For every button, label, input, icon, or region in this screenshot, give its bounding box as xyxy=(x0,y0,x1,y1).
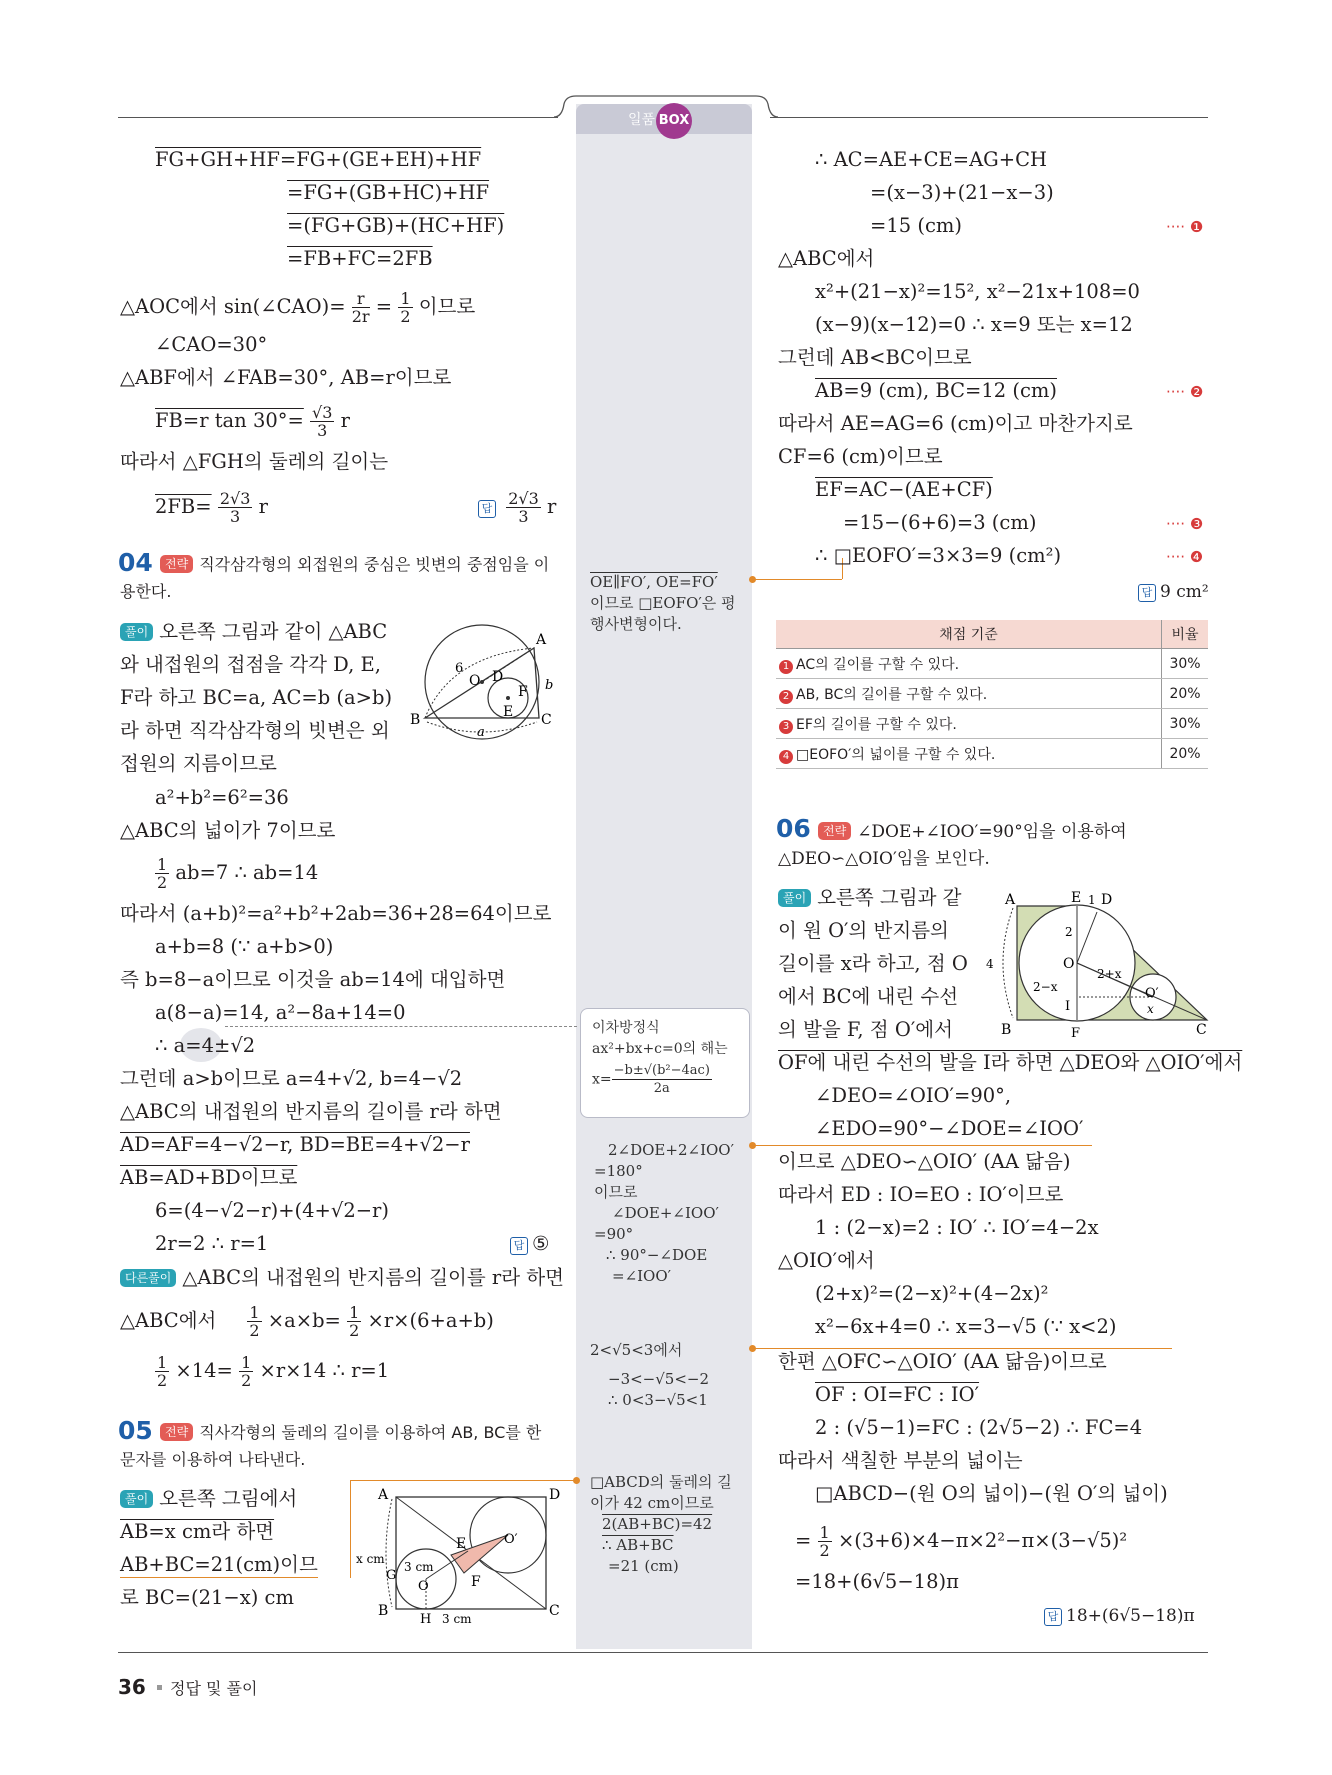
figure-05 xyxy=(356,1485,561,1627)
num: 1 xyxy=(241,1353,252,1372)
r-line-13: ∴ □EOFO′=3×3=9 (cm²) xyxy=(815,544,1062,567)
question-number-05: 05 xyxy=(118,1416,153,1445)
sol06-line-2: 이 원 O′의 반지름의 xyxy=(778,919,949,942)
table-header xyxy=(776,620,1208,649)
alt-line-3 xyxy=(155,1354,389,1389)
fraction xyxy=(247,1304,261,1339)
answer-05 xyxy=(1138,580,1209,604)
ratio-cell: 20% xyxy=(1162,679,1209,709)
label-o: O xyxy=(418,1579,429,1594)
label-h: H xyxy=(420,1612,432,1627)
text: △ABC에서 xyxy=(120,1309,217,1332)
note-line: −3<−√5<−2 xyxy=(608,1370,710,1388)
text: r xyxy=(340,409,350,432)
den: 2 xyxy=(249,1321,260,1340)
num: 1 xyxy=(349,1303,360,1322)
label-c: C xyxy=(541,712,552,728)
label-x: x xyxy=(1147,1002,1154,1016)
r-line-11: EF=AC−(AE+CF) xyxy=(815,478,993,501)
side-arc xyxy=(386,1499,392,1607)
text: ×14= xyxy=(175,1359,233,1382)
den: 3 xyxy=(317,421,328,440)
criteria-text: □EOFO′의 넓이를 구할 수 있다. xyxy=(796,746,996,763)
step-badge: 4 xyxy=(779,750,793,764)
table-row xyxy=(776,679,1208,709)
sol04-line-10: a+b=8 (∵ a+b>0) xyxy=(155,935,334,958)
label-oprime: O′ xyxy=(504,1532,518,1547)
sol05-line-1 xyxy=(120,1487,297,1511)
num: 2√3 xyxy=(508,489,539,508)
answer-icon: 답 xyxy=(1138,584,1156,602)
sol06-line-21: =18+(6√5−18)π xyxy=(795,1570,959,1593)
header-rule-right xyxy=(770,117,1208,118)
num: 1 xyxy=(157,855,168,874)
strategy-tag: 전략 xyxy=(818,822,851,840)
fraction xyxy=(398,290,412,325)
num: √3 xyxy=(312,403,333,422)
sol06-line-5: 의 발을 F, 점 O′에서 xyxy=(778,1018,953,1041)
sol04-line-13: ∴ a=4±√2 xyxy=(155,1034,256,1057)
step-badge: 3 xyxy=(779,720,793,734)
sol06-line-9: 이므로 △DEO∽△OIO′ (AA 닮음) xyxy=(778,1150,1071,1173)
sol04-line-16: AD=AF=4−√2−r, BD=BE=4+√2−r xyxy=(120,1133,470,1156)
answer-icon: 답 xyxy=(510,1237,528,1255)
eq-line-6: ∠CAO=30° xyxy=(155,333,268,356)
text: r xyxy=(546,495,557,518)
criteria-cell xyxy=(776,739,1162,769)
r-line-12: =15−(6+6)=3 (cm) xyxy=(843,511,1037,534)
q04-strategy-2: 용한다. xyxy=(120,582,172,601)
text: 오른쪽 그림과 같 xyxy=(817,886,962,909)
note-parallelogram xyxy=(590,572,736,635)
sol04-line-6: a²+b²=6²=36 xyxy=(155,786,289,809)
q06-strategy xyxy=(818,820,1127,844)
label-a: A xyxy=(378,1487,389,1503)
step-badge: 2 xyxy=(779,690,793,704)
q04-strategy xyxy=(160,553,549,577)
num: 1 xyxy=(157,1353,168,1372)
label-d: D xyxy=(1101,892,1113,908)
fraction xyxy=(310,404,334,439)
eq-line-7: △ABF에서 ∠FAB=30°, AB=r이므로 xyxy=(120,366,452,389)
label-3cm: 3 cm xyxy=(404,1560,434,1574)
q05-strategy-2: 문자를 이용하여 나타낸다. xyxy=(120,1450,306,1469)
sol04-line-18: 6=(4−√2−r)+(4+√2−r) xyxy=(155,1199,389,1222)
sol06-line-18: 따라서 색칠한 부분의 넓이는 xyxy=(778,1449,1023,1472)
sol06-line-20 xyxy=(795,1524,1127,1559)
sol06-line-8: ∠EDO=90°−∠DOE=∠IOO′ xyxy=(815,1117,1084,1140)
q05-strategy xyxy=(160,1421,541,1445)
num: 1 xyxy=(400,289,411,308)
fraction xyxy=(506,490,541,525)
den: 2 xyxy=(400,307,411,326)
ratio-cell: 20% xyxy=(1162,739,1209,769)
label-6: 6 xyxy=(455,661,464,676)
text: 18+(6√5−18)π xyxy=(1066,1606,1195,1626)
label-xcm: x cm xyxy=(356,1552,385,1566)
den: 3 xyxy=(230,507,241,526)
sol06-line-1 xyxy=(778,886,961,910)
label-a: A xyxy=(536,632,547,648)
text: ∠DOE+∠IOO′=90°임을 이용하여 xyxy=(857,822,1127,842)
connector xyxy=(752,579,842,580)
sol06-line-3: 길이를 x라 하고, 점 O xyxy=(778,952,968,975)
sol06-line-4: 에서 BC에 내린 수선 xyxy=(778,985,959,1008)
label-f: F xyxy=(1071,1026,1081,1041)
label-b: B xyxy=(378,1603,389,1619)
r-line-1: ∴ AC=AE+CE=AG+CH xyxy=(815,148,1048,171)
sol06-line-17: 2 : (√5−1)=FC : (2√5−2) ∴ FC=4 xyxy=(815,1416,1143,1439)
header-criteria: 채점 기준 xyxy=(776,620,1162,649)
solution-tag: 풀이 xyxy=(778,889,811,907)
side-box-label-kr: 일품 xyxy=(628,112,656,128)
label-2: 2 xyxy=(1065,925,1073,939)
sol04-line-15: △ABC의 내접원의 반지름의 길이를 r라 하면 xyxy=(120,1100,502,1123)
r-line-8: AB=9 (cm), BC=12 (cm) xyxy=(815,379,1057,402)
connector-dot xyxy=(573,1477,580,1484)
step-badge: 1 xyxy=(779,660,793,674)
num: −b±√(b²−4ac) xyxy=(613,1063,710,1078)
footer-square-icon xyxy=(157,1685,162,1690)
fraction xyxy=(818,1524,832,1559)
page-number: 36 xyxy=(118,1675,146,1699)
text: 직각삼각형의 외접원의 중심은 빗변의 중점임을 이 xyxy=(199,555,550,574)
den: 2 xyxy=(241,1371,252,1390)
q06-strategy-2: △DEO∽△OIO′임을 보인다. xyxy=(778,849,990,869)
text: x= xyxy=(592,1071,612,1088)
text: 2FB= xyxy=(155,495,212,518)
label-1: 1 xyxy=(1088,893,1096,907)
height-arc xyxy=(1003,908,1013,1018)
eq-line-2: =FG+(GB+HC)+HF xyxy=(287,181,490,204)
sol04-line-4: 라 하면 직각삼각형의 빗변은 외 xyxy=(120,719,390,742)
den: 2a xyxy=(653,1081,670,1096)
eq-line-9: 따라서 △FGH의 둘레의 길이는 xyxy=(120,450,389,473)
header-ratio: 비율 xyxy=(1162,620,1209,649)
text: 9 cm² xyxy=(1160,582,1209,602)
note-quadratic xyxy=(592,1018,728,1097)
answer-03 xyxy=(478,490,556,525)
footer-rule xyxy=(118,1652,1208,1653)
eq-line-3: =(FG+GB)+(HC+HF) xyxy=(287,214,505,237)
note-sqrt5 xyxy=(590,1340,709,1411)
criteria-text: AC의 길이를 구할 수 있다. xyxy=(796,656,960,673)
text: ×(3+6)×4−π×2²−π×(3−√5)² xyxy=(837,1529,1128,1552)
text: ×r×14 ∴ r=1 xyxy=(259,1359,390,1382)
den: 3 xyxy=(518,507,529,526)
answer-icon: 답 xyxy=(1044,1608,1062,1626)
text: ⑤ xyxy=(532,1232,550,1255)
r-line-6: (x−9)(x−12)=0 ∴ x=9 또는 x=12 xyxy=(815,313,1133,336)
solution-tag: 풀이 xyxy=(120,1490,153,1508)
note-line: 이므로 xyxy=(594,1183,638,1201)
note-line: ax²+bx+c=0의 해는 xyxy=(592,1041,728,1057)
text: ×a×b= xyxy=(267,1309,341,1332)
label-b: B xyxy=(410,712,421,728)
label-o: O xyxy=(1063,956,1075,972)
point-o xyxy=(480,680,484,684)
step-marker-2: ···· ❷ xyxy=(1166,383,1204,401)
label-4: 4 xyxy=(986,957,994,971)
sol04-line-17: AB=AD+BD이므로 xyxy=(120,1166,298,1189)
r-line-7: 그런데 AB<BC이므로 xyxy=(778,346,972,369)
num: r xyxy=(352,290,370,308)
connector-dot xyxy=(749,1142,756,1149)
label-e: E xyxy=(456,1536,467,1552)
connector-dot xyxy=(749,576,756,583)
criteria-cell xyxy=(776,709,1162,739)
note-line: ∴ AB+BC xyxy=(602,1536,674,1554)
scoring-table xyxy=(776,620,1208,769)
label-2mx: 2−x xyxy=(1033,980,1058,994)
sol06-line-19: □ABCD−(원 O의 넓이)−(원 O′의 넓이) xyxy=(815,1482,1168,1505)
fraction xyxy=(218,490,253,525)
answer-04 xyxy=(510,1232,549,1256)
text: 이므로 xyxy=(418,295,476,318)
step-marker-1: ···· ❶ xyxy=(1166,218,1204,236)
den: 2 xyxy=(157,873,168,892)
text: ab=7 ∴ ab=14 xyxy=(175,861,319,884)
label-b: B xyxy=(1001,1022,1012,1038)
ratio-cell: 30% xyxy=(1162,709,1209,739)
text: 직사각형의 둘레의 길이를 이용하여 AB, BC를 한 xyxy=(199,1423,542,1442)
sol06-line-6: OF에 내린 수선의 발을 I라 하면 △DEO와 △OIO′에서 xyxy=(778,1051,1243,1074)
note-line: □ABCD의 둘레의 길 xyxy=(590,1473,732,1491)
note-line: 행사변형이다. xyxy=(590,615,682,633)
sol04-line-8 xyxy=(155,856,318,891)
note-line: =90° xyxy=(594,1225,634,1243)
text: FB=r tan 30°= xyxy=(155,409,304,432)
question-number-04: 04 xyxy=(118,548,153,577)
note-line: OE∥FO′, OE=FO′ xyxy=(590,573,718,591)
sol04-line-14: 그런데 a>b이므로 a=4+√2, b=4−√2 xyxy=(120,1067,463,1090)
r-line-3: =15 (cm) xyxy=(870,214,962,237)
label-f: F xyxy=(471,1574,481,1590)
sol04-line-7: △ABC의 넓이가 7이므로 xyxy=(120,819,336,842)
den: 2 xyxy=(157,1371,168,1390)
sol05-line-4: 로 BC=(21−x) cm xyxy=(120,1586,294,1609)
sol04-line-19: 2r=2 ∴ r=1 xyxy=(155,1232,269,1255)
label-e: E xyxy=(1071,890,1082,906)
note-line: ∴ 90°−∠DOE xyxy=(606,1246,708,1264)
strategy-tag: 전략 xyxy=(160,1423,193,1441)
sol06-line-15: 한편 △OFC∽△OIO′ (AA 닮음)이므로 xyxy=(778,1350,1107,1373)
sol05-line-3: AB+BC=21(cm)이므 xyxy=(120,1553,318,1576)
r-line-2: =(x−3)+(21−x−3) xyxy=(870,181,1054,204)
label-c: C xyxy=(1196,1022,1207,1038)
den: 2 xyxy=(819,1541,830,1560)
fraction xyxy=(352,290,370,325)
step-marker-4: ···· ❹ xyxy=(1166,548,1204,566)
alt-line-2 xyxy=(120,1304,494,1339)
sol04-line-12: a(8−a)=14, a²−8a+14=0 xyxy=(155,1001,406,1024)
label-o: O xyxy=(469,673,481,689)
label-c: C xyxy=(549,1603,560,1619)
den: 2 xyxy=(349,1321,360,1340)
note-line: ∴ 0<3−√5<1 xyxy=(608,1391,708,1409)
answer-icon: 답 xyxy=(478,500,496,518)
note-line: 2(AB+BC)=42 xyxy=(602,1515,713,1533)
note-line: =180° xyxy=(594,1162,643,1180)
dashed-connector xyxy=(225,1026,577,1027)
answer-06 xyxy=(1044,1604,1195,1628)
fraction xyxy=(612,1062,712,1097)
label-d: D xyxy=(492,669,504,685)
connector xyxy=(350,1480,351,1578)
step-marker-3: ···· ❸ xyxy=(1166,515,1204,533)
criteria-cell xyxy=(776,679,1162,709)
text: △ABC의 내접원의 반지름의 길이를 r라 하면 xyxy=(182,1266,564,1289)
strategy-tag: 전략 xyxy=(160,555,193,573)
fraction xyxy=(155,856,169,891)
figure-06 xyxy=(985,886,1210,1041)
text: = xyxy=(375,295,393,318)
question-number-06: 06 xyxy=(776,814,811,843)
fraction xyxy=(155,1354,169,1389)
text: 오른쪽 그림과 같이 △ABC xyxy=(159,620,388,643)
den: 2r xyxy=(351,307,370,326)
ratio-cell: 30% xyxy=(1162,649,1209,679)
alt-line-1 xyxy=(120,1266,564,1290)
sol06-line-7: ∠DEO=∠OIO′=90°, xyxy=(815,1084,1012,1107)
text: ×r×(6+a+b) xyxy=(367,1309,494,1332)
note-line: 2<√5<3에서 xyxy=(590,1341,683,1359)
sol06-line-13: (2+x)²=(2−x)²+(4−2x)² xyxy=(815,1282,1049,1305)
table-row xyxy=(776,649,1208,679)
criteria-text: EF의 길이를 구할 수 있다. xyxy=(796,716,957,733)
note-line xyxy=(592,1062,728,1097)
text: r xyxy=(258,495,268,518)
header-rule-left xyxy=(118,117,558,118)
label-a: A xyxy=(1005,892,1016,908)
point-incenter xyxy=(506,696,510,700)
label-e: E xyxy=(503,704,514,720)
figure-04 xyxy=(400,616,565,741)
sol04-line-1 xyxy=(120,620,387,644)
fraction xyxy=(347,1304,361,1339)
sol06-line-12: △OIO′에서 xyxy=(778,1249,875,1272)
sol04-line-5: 접원의 지름이므로 xyxy=(120,752,277,775)
solution-tag: 풀이 xyxy=(120,623,153,641)
sol04-line-3: F라 하고 BC=a, AC=b (a>b) xyxy=(120,686,393,709)
sol05-line-2: AB=x cm라 하면 xyxy=(120,1520,275,1543)
eq-line-5 xyxy=(120,290,475,325)
criteria-cell xyxy=(776,649,1162,679)
r-line-4: △ABC에서 xyxy=(778,247,875,270)
note-angle xyxy=(594,1140,734,1287)
label-g: G xyxy=(386,1568,397,1583)
connector-dot xyxy=(749,1345,756,1352)
sol04-line-9: 따라서 (a+b)²=a²+b²+2ab=36+28=64이므로 xyxy=(120,902,552,925)
alt-solution-tag: 다른풀이 xyxy=(120,1269,176,1287)
label-f: F xyxy=(518,684,528,700)
r-line-9: 따라서 AE=AG=6 (cm)이고 마찬가지로 xyxy=(778,412,1133,435)
text: 오른쪽 그림에서 xyxy=(159,1487,298,1510)
side-box-gutter xyxy=(576,104,752,1649)
footer-title: 정답 및 풀이 xyxy=(170,1679,258,1698)
sol04-line-11: 즉 b=8−a이므로 이것을 ab=14에 대입하면 xyxy=(120,968,506,991)
text: = xyxy=(795,1529,812,1552)
eq-line-4: =FB+FC=2FB xyxy=(287,247,433,270)
fraction xyxy=(239,1354,253,1389)
note-line: =∠IOO′ xyxy=(612,1267,672,1285)
label-3cm-2: 3 cm xyxy=(442,1612,472,1626)
sol06-line-14: x²−6x+4=0 ∴ x=3−√5 (∵ x<2) xyxy=(815,1315,1117,1338)
num: 1 xyxy=(249,1303,260,1322)
connector xyxy=(752,1348,1172,1349)
sol04-line-2: 와 내접원의 접점을 각각 D, E, xyxy=(120,653,381,676)
num: 2√3 xyxy=(219,489,251,508)
label-2px: 2+x xyxy=(1097,967,1122,981)
label-d: D xyxy=(549,1487,561,1503)
r-line-10: CF=6 (cm)이므로 xyxy=(778,445,943,468)
connector xyxy=(350,1480,576,1481)
note-line: ∠DOE+∠IOO′ xyxy=(612,1204,719,1222)
sol06-line-11: 1 : (2−x)=2 : IO′ ∴ IO′=4−2x xyxy=(815,1216,1099,1239)
table-row xyxy=(776,739,1208,769)
connector xyxy=(752,1145,1092,1146)
criteria-text: AB, BC의 길이를 구할 수 있다. xyxy=(796,686,988,703)
note-perimeter xyxy=(590,1472,732,1577)
sol06-line-10: 따라서 ED : IO=EO : IO′이므로 xyxy=(778,1183,1064,1206)
note-line: =21 (cm) xyxy=(608,1557,679,1575)
table-row xyxy=(776,709,1208,739)
text: △AOC에서 sin(∠CAO)= xyxy=(120,295,346,318)
note-line: 2∠DOE+2∠IOO′ xyxy=(608,1141,734,1159)
label-i: I xyxy=(1065,999,1071,1014)
eq-line-1: FG+GH+HF=FG+(GE+EH)+HF xyxy=(155,148,482,171)
eq-line-8 xyxy=(155,404,350,439)
note-line: 이므로 □EOFO′은 평 xyxy=(590,594,736,612)
label-side-b: b xyxy=(545,678,554,693)
label-oprime: O′ xyxy=(1145,986,1159,1001)
side-box-label-box: BOX xyxy=(656,103,692,139)
label-side-a: a xyxy=(477,725,485,740)
r-line-5: x²+(21−x)²=15², x²−21x+108=0 xyxy=(815,280,1140,303)
note-line: 이차방정식 xyxy=(592,1020,660,1036)
sol06-line-16: OF : OI=FC : IO′ xyxy=(815,1383,980,1406)
eq-line-10 xyxy=(155,490,268,525)
num: 1 xyxy=(819,1523,830,1542)
note-line: 이가 42 cm이므로 xyxy=(590,1494,714,1512)
